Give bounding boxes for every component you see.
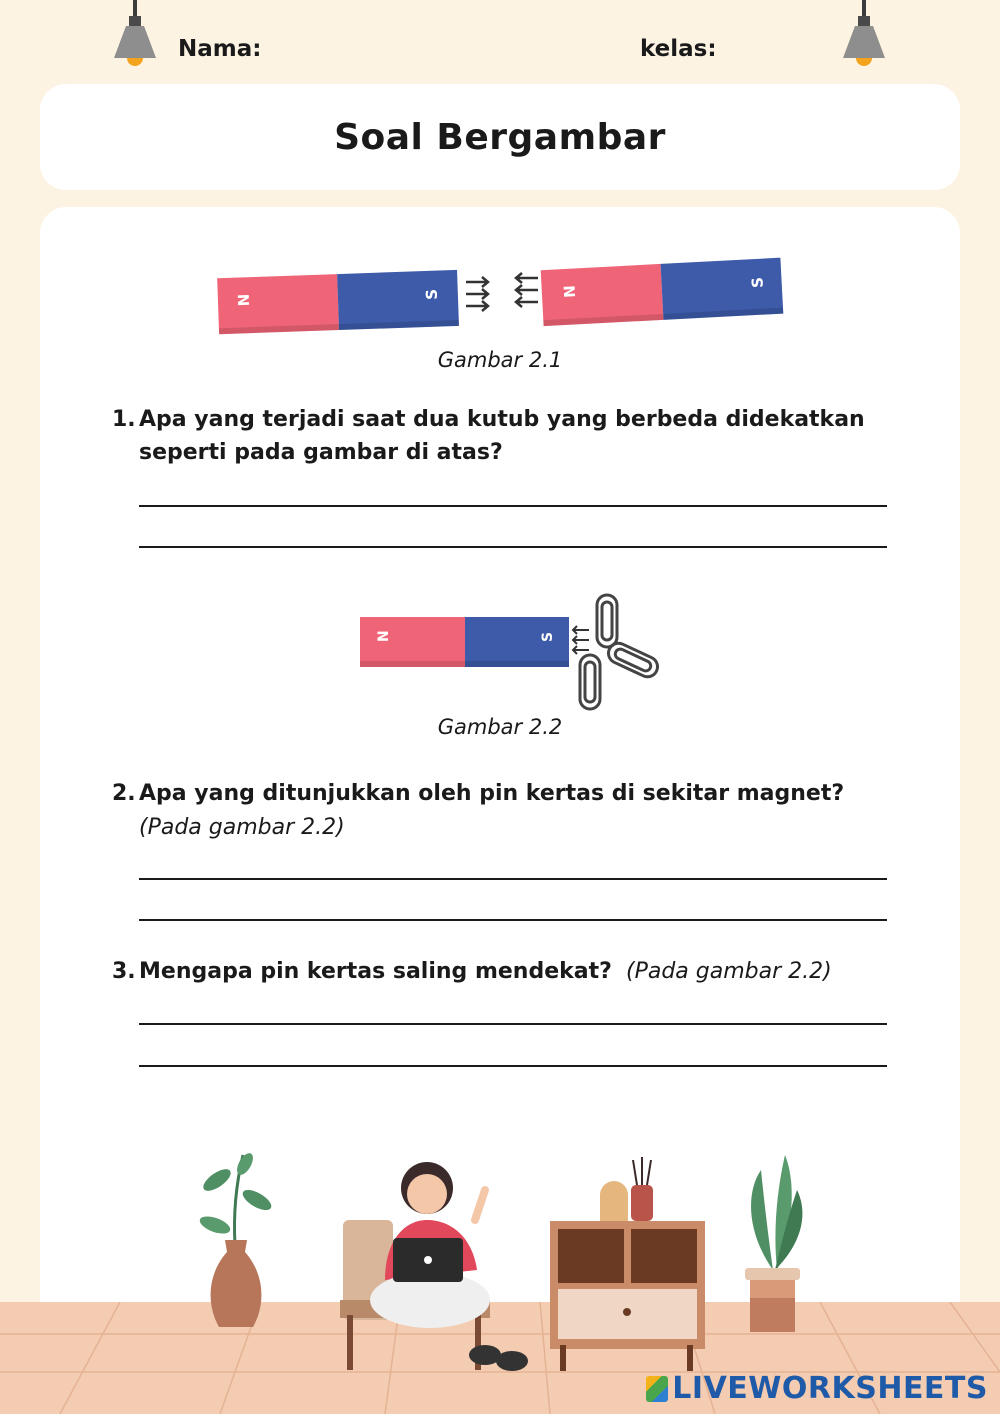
attraction-arrows-icon <box>573 626 589 654</box>
question-number: 3. <box>112 959 136 984</box>
figure-magnet-paperclips <box>355 590 665 715</box>
name-label: Nama: <box>178 36 262 62</box>
answer-line[interactable] <box>139 1023 887 1025</box>
question-2 <box>112 777 844 810</box>
question-number: 2. <box>112 781 136 806</box>
class-label: kelas: <box>640 36 717 62</box>
magnet-right <box>541 258 784 326</box>
answer-line[interactable] <box>139 546 887 548</box>
magnet-south-label: S <box>422 288 442 301</box>
paperclip-icon <box>580 595 661 709</box>
question-1-line-2: seperti pada gambar di atas? <box>139 440 503 465</box>
potted-plant-icon <box>195 1150 275 1335</box>
question-3-note: (Pada gambar 2.2) <box>626 959 832 984</box>
magnet-north-label: N <box>234 293 254 307</box>
answer-line[interactable] <box>139 878 887 880</box>
brand-name: LIVEWORKSHEETS <box>672 1371 988 1406</box>
ceiling-lamp-icon <box>841 0 887 70</box>
figure-two-magnets <box>210 244 790 344</box>
magnet-north-label: N <box>560 284 580 299</box>
answer-line[interactable] <box>139 919 887 921</box>
figure-1-caption: Gambar 2.1 <box>437 348 563 372</box>
girl-with-laptop-illustration <box>335 1150 535 1395</box>
figure-2-caption: Gambar 2.2 <box>437 715 563 739</box>
magnet-left <box>217 270 459 334</box>
magnet-south-label: S <box>540 631 556 642</box>
question-text: Apa yang terjadi saat dua kutub yang berbeda didekatkan <box>139 407 865 432</box>
question-text: Mengapa pin kertas saling mendekat? <box>139 959 612 984</box>
page-title: Soal Bergambar <box>334 116 666 158</box>
question-2-note: (Pada gambar 2.2) <box>139 815 345 840</box>
question-text: Apa yang ditunjukkan oleh pin kertas di sekitar magnet? <box>139 781 845 806</box>
magnet-south-label: S <box>748 276 767 289</box>
attraction-arrows-icon <box>466 273 538 311</box>
liveworksheets-logo <box>646 1371 988 1406</box>
magnet-north-label: N <box>376 630 392 642</box>
question-3 <box>112 955 612 988</box>
answer-line[interactable] <box>139 505 887 507</box>
cabinet-with-decor-illustration <box>545 1155 710 1375</box>
ceiling-lamp-icon <box>112 0 158 70</box>
answer-line[interactable] <box>139 1065 887 1067</box>
potted-plant-icon <box>735 1150 815 1335</box>
question-number: 1. <box>112 407 136 432</box>
title-card <box>40 84 960 190</box>
question-1 <box>112 403 865 436</box>
liveworksheets-logo-icon <box>646 1376 668 1402</box>
magnet <box>360 617 569 667</box>
